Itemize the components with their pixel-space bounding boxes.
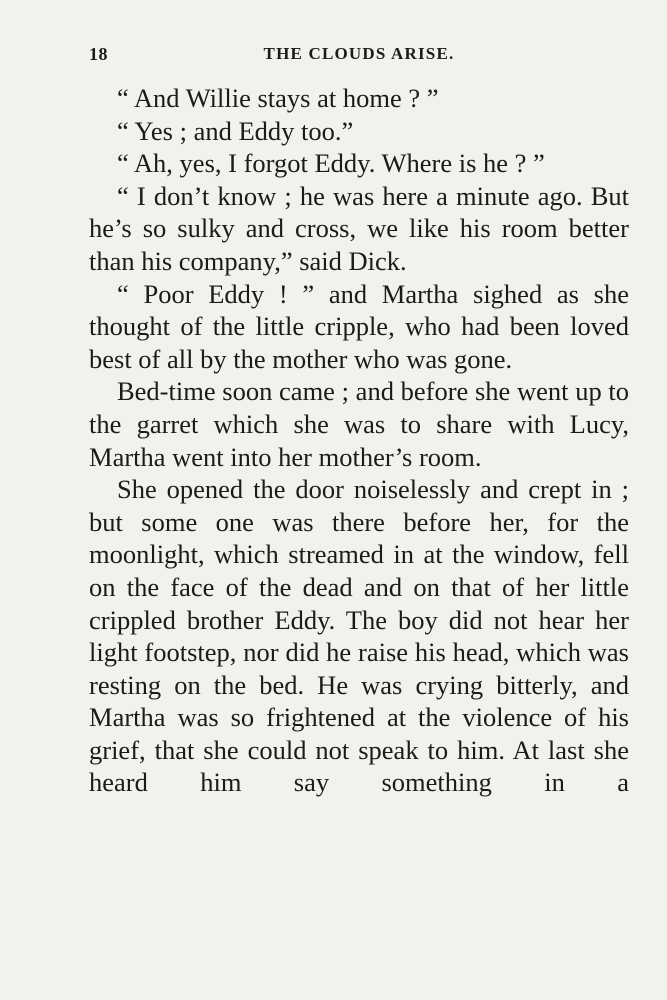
running-title: THE CLOUDS ARISE. [263,44,455,63]
paragraph: She opened the door noiselessly and crept in ; but some one was there before her, for the moonlight, which streamed in at the window, fell on the face of the dead and on that of her little crippled brother Eddy. The boy did not hear her light footstep, nor did he raise his head, which was resting on the bed. He was crying bitterly, and Martha was so frightened at the violence of his grief, that she could not speak to him. At last she heard him say something in a [89,474,629,798]
paragraph: “ Poor Eddy ! ” and Martha sighed as she thought of the little cripple, who had been loved best of all by the mother who was gone. [89,278,629,374]
paragraph: “ And Willie stays at home ? ” [117,83,439,113]
paragraph: “ I don’t know ; he was here a minute ago. But he’s so sulky and cross, we like his room better than his company,” said Dick. [89,180,629,276]
body-text [89,82,629,799]
paragraph: Bed-time soon came ; and before she went up to the garret which she was to share with Lucy, Martha went into her mother’s room. [89,376,629,472]
page-number: 18 [89,44,108,64]
paragraph: “ Yes ; and Eddy too.” [117,115,354,146]
paragraph: “ Ah, yes, I forgot Eddy. Where is he ? ” [117,148,545,179]
page-header [89,44,629,68]
